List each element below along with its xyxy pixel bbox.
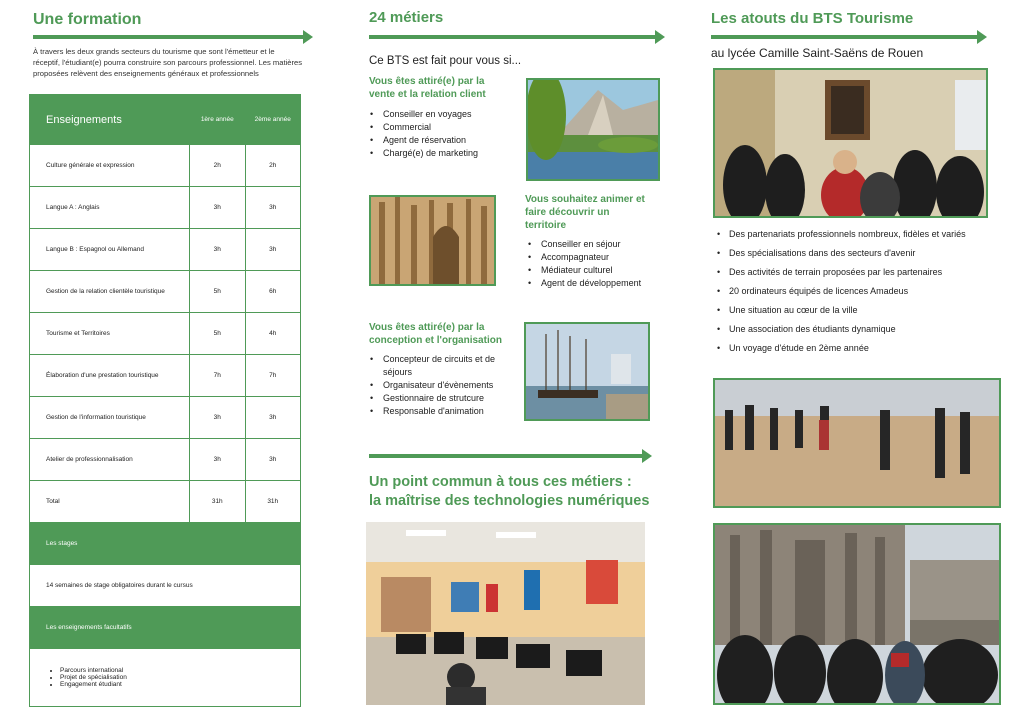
table-row xyxy=(30,397,301,439)
list-item: • Responsable d'animation xyxy=(370,405,520,418)
common-point-text xyxy=(369,473,649,511)
course-year2: 4h xyxy=(245,313,301,355)
course-year2: 6h xyxy=(245,271,301,313)
block3-list xyxy=(370,353,520,418)
course-name: Tourisme et Territoires xyxy=(30,313,190,355)
atouts-title: Les atouts du BTS Tourisme xyxy=(711,10,914,27)
course-name: Langue B : Espagnol ou Allemand xyxy=(30,229,190,271)
course-name: Atelier de professionnalisation xyxy=(30,439,190,481)
museum-visit-photo xyxy=(713,68,988,218)
list-item: • Organisateur d'évènements xyxy=(370,379,520,392)
table-row xyxy=(30,313,301,355)
block3-title: Vous êtes attiré(e) par la conception et l'organisation xyxy=(369,322,502,346)
course-year1: 3h xyxy=(190,187,245,229)
course-year1: 3h xyxy=(190,439,245,481)
course-year2: 3h xyxy=(245,397,301,439)
optional-header-row xyxy=(30,607,301,649)
stages-header-row xyxy=(30,523,301,565)
computer-room-photo xyxy=(366,522,645,705)
course-name: Langue A : Anglais xyxy=(30,187,190,229)
formation-title: Une formation xyxy=(33,11,142,28)
formation-arrow xyxy=(33,35,305,39)
list-item: • Des spécialisations dans des secteurs d'avenir xyxy=(717,248,966,267)
total-year1: 31h xyxy=(190,481,245,523)
metiers-lead: Ce BTS est fait pour vous si... xyxy=(369,55,522,67)
list-item: • Chargé(e) de marketing xyxy=(370,147,520,160)
total-label: Total xyxy=(30,481,190,523)
list-item: • Commercial xyxy=(370,121,520,134)
course-year2: 3h xyxy=(245,439,301,481)
list-item: • 20 ordinateurs équipés de licences Amadeus xyxy=(717,286,966,305)
course-year2: 2h xyxy=(245,145,301,187)
list-item: • Médiateur culturel xyxy=(528,264,678,277)
atouts-list xyxy=(717,229,966,362)
atouts-subtitle: au lycée Camille Saint-Saëns de Rouen xyxy=(711,46,924,60)
table-total-row xyxy=(30,481,301,523)
list-item: • Parcours international xyxy=(60,667,300,674)
list-item: • Gestionnaire de strutcure xyxy=(370,392,520,405)
block2-title: Vous souhaitez animer et faire découvrir un territoire xyxy=(525,194,645,231)
table-row xyxy=(30,187,301,229)
list-item: • Un voyage d'étude en 2ème année xyxy=(717,343,966,362)
list-item: • Projet de spécialisation xyxy=(60,674,300,681)
list-item: • Une association des étudiants dynamique xyxy=(717,324,966,343)
cathedral-facade-photo xyxy=(369,195,496,286)
stages-text: 14 semaines de stage obligatoires durant le cursus xyxy=(30,565,301,607)
course-name: Gestion de l'information touristique xyxy=(30,397,190,439)
table-row xyxy=(30,145,301,187)
tall-ships-image xyxy=(526,324,648,419)
list-item: • Engagement étudiant xyxy=(60,681,300,688)
museum-visit-image xyxy=(715,70,986,216)
courses-table xyxy=(29,94,301,707)
common-arrow xyxy=(369,454,644,458)
table-row xyxy=(30,355,301,397)
block1-title: Vous êtes attiré(e) par la vente et la relation client xyxy=(369,76,486,100)
beach-trip-photo xyxy=(713,378,1001,508)
metiers-arrow xyxy=(369,35,657,39)
block2-list xyxy=(528,238,678,290)
landscape-image xyxy=(528,80,658,179)
course-year2: 7h xyxy=(245,355,301,397)
optional-row xyxy=(30,649,301,707)
course-year1: 3h xyxy=(190,229,245,271)
table-row xyxy=(30,271,301,313)
list-item: • Des activités de terrain proposées par les partenaires xyxy=(717,267,966,286)
cathedral-image xyxy=(371,197,494,284)
list-item: • Des partenariats professionnels nombreux, fidèles et variés xyxy=(717,229,966,248)
table-row xyxy=(30,439,301,481)
rouen-street-photo xyxy=(713,523,1001,705)
course-year2: 3h xyxy=(245,187,301,229)
rouen-street-image xyxy=(715,525,999,703)
common-line-2: la maîtrise des technologies numériques xyxy=(369,493,650,509)
course-name: Culture générale et expression xyxy=(30,145,190,187)
common-line-1: Un point commun à tous ces métiers : xyxy=(369,474,632,490)
metiers-title: 24 métiers xyxy=(369,9,444,26)
header-year1: 1ère année xyxy=(190,95,245,145)
list-item: • Conseiller en voyages xyxy=(370,108,520,121)
course-year2: 3h xyxy=(245,229,301,271)
course-year1: 2h xyxy=(190,145,245,187)
course-year1: 5h xyxy=(190,271,245,313)
optional-list xyxy=(30,667,300,688)
formation-intro: À travers les deux grands secteurs du tourisme que sont l'émetteur et le réceptif, l'étudiant(e) pourra construire son parcours professionnel. Les matières proposées relèvent des enseignements généraux et professionnels xyxy=(33,47,303,78)
block1-list xyxy=(370,108,520,160)
header-year2: 2ème année xyxy=(245,95,301,145)
header-enseignements: Enseignements xyxy=(30,95,190,145)
atouts-arrow xyxy=(711,35,979,39)
list-item: • Une situation au cœur de la ville xyxy=(717,305,966,324)
table-row xyxy=(30,229,301,271)
course-name: Élaboration d'une prestation touristique xyxy=(30,355,190,397)
beach-trip-image xyxy=(715,380,999,506)
table-header-row xyxy=(30,95,301,145)
course-year1: 5h xyxy=(190,313,245,355)
list-item: • Concepteur de circuits et de séjours xyxy=(370,353,520,379)
stages-row xyxy=(30,565,301,607)
total-year2: 31h xyxy=(245,481,301,523)
list-item: • Conseiller en séjour xyxy=(528,238,678,251)
list-item: • Agent de réservation xyxy=(370,134,520,147)
optional-title: Les enseignements facultatifs xyxy=(30,607,301,649)
course-name: Gestion de la relation clientèle touristique xyxy=(30,271,190,313)
landscape-photo xyxy=(526,78,660,181)
list-item: • Agent de développement xyxy=(528,277,678,290)
course-year1: 3h xyxy=(190,397,245,439)
computer-room-image xyxy=(366,522,645,705)
list-item: • Accompagnateur xyxy=(528,251,678,264)
course-year1: 7h xyxy=(190,355,245,397)
optional-cell xyxy=(30,649,301,707)
tall-ships-photo xyxy=(524,322,650,421)
stages-title: Les stages xyxy=(30,523,301,565)
